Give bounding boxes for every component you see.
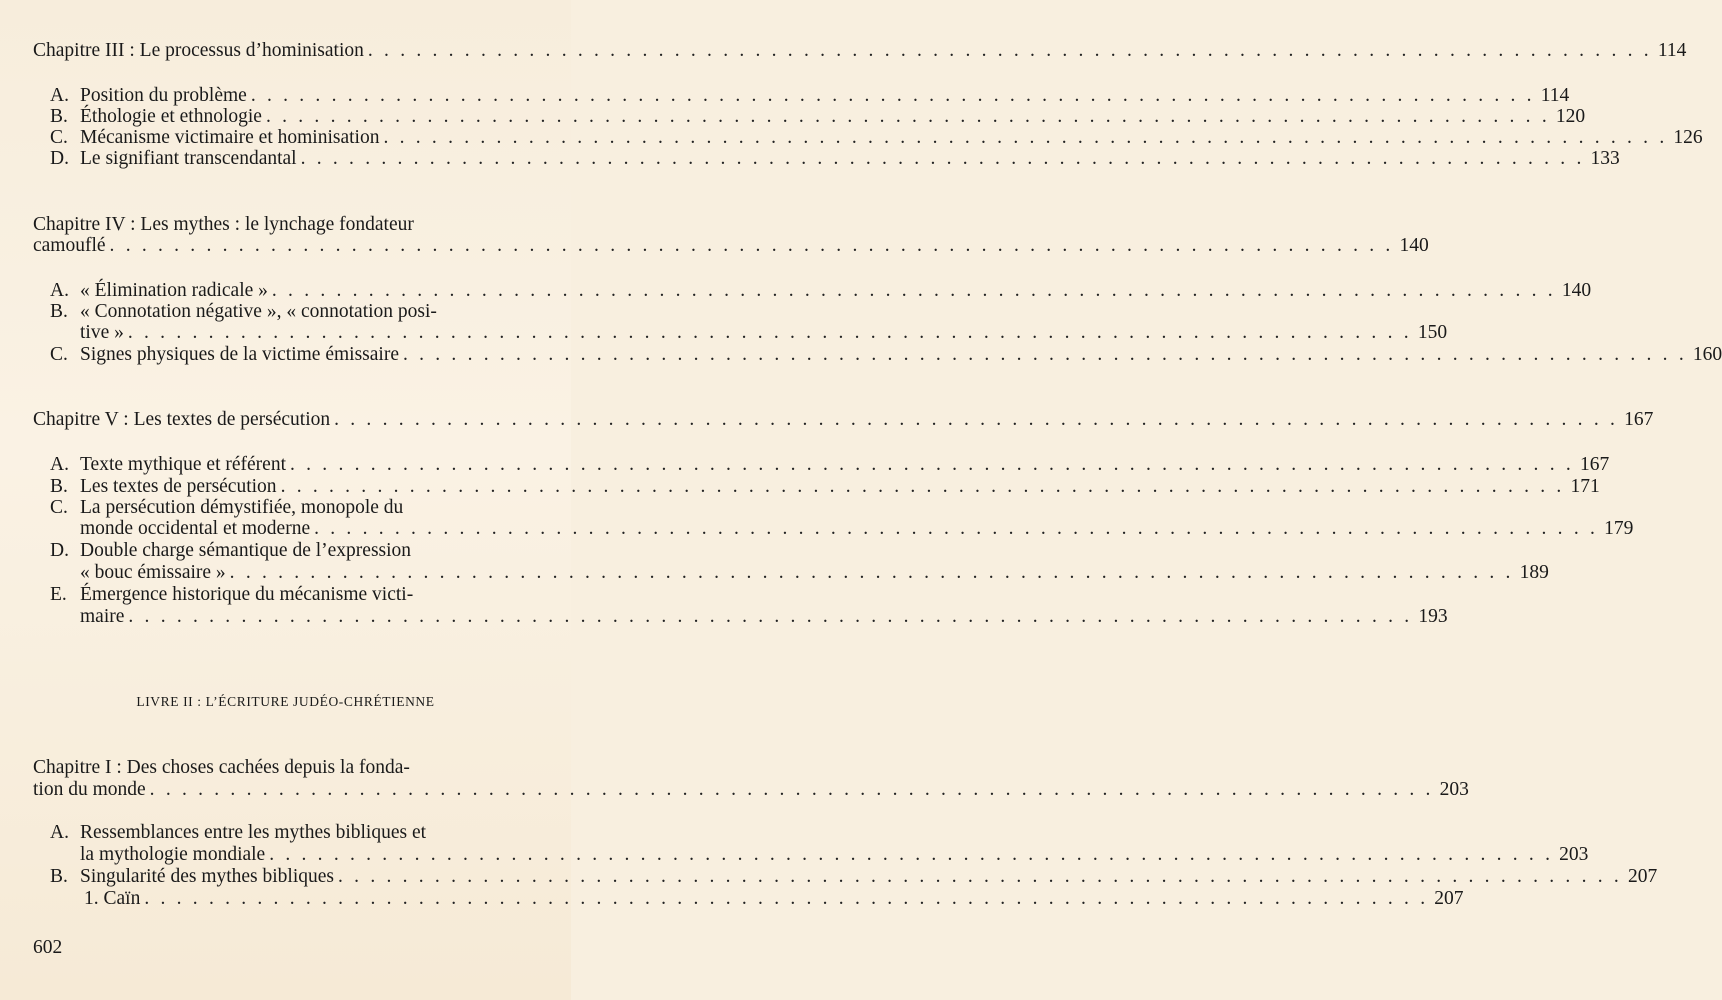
toc-entry-5d-line1 [50, 540, 529, 562]
toc-entry-title: Éthologie et ethnologie [80, 106, 262, 127]
toc-entry-5a [50, 454, 1610, 476]
section-letter: B. [50, 301, 68, 322]
section-letter: B. [50, 106, 68, 127]
toc-entry-page: 114 [1657, 40, 1687, 61]
section-letter: C. [50, 344, 68, 365]
toc-entry-page: 207 [1627, 866, 1658, 887]
dot-leader: . . . . . . . . . . . . . . . . . . . . . . . . . . . . . . . . . . . . . . . . . . . . . . . . . . . . . . . . . . . . . . . . . . . . . . . . . . . . . . . . [300, 148, 1585, 169]
toc-entry-title: Chapitre III : Le processus d’hominisation [33, 40, 364, 61]
dot-leader: . . . . . . . . . . . . . . . . . . . . . . . . . . . . . . . . . . . . . . . . . . . . . . . . . . . . . . . . . . . . . . . . . . . . . . . . . . . . . . . . [383, 127, 1668, 148]
toc-entry-title: Ressemblances entre les mythes bibliques et [80, 822, 427, 843]
toc-entry-title: Texte mythique et référent [80, 454, 286, 475]
toc-entry-title: Mécanisme victimaire et hominisation [80, 127, 380, 148]
toc-entry-4c [50, 344, 1722, 366]
section-letter: C. [50, 127, 68, 148]
section-letter: E. [50, 584, 67, 605]
dot-leader: . . . . . . . . . . . . . . . . . . . . . . . . . . . . . . . . . . . . . . . . . . . . . . . . . . . . . . . . . . . . . . . . . . . . . . . . . . . . . . . . [367, 40, 1652, 61]
section-letter: D. [50, 540, 69, 561]
toc-entry-3d [50, 148, 1620, 170]
dot-leader: . . . . . . . . . . . . . . . . . . . . . . . . . . . . . . . . . . . . . . . . . . . . . . . . . . . . . . . . . . . . . . . . . . . . . . . . . . . . . . . . [127, 322, 1412, 343]
toc-entry-page: 150 [1417, 322, 1448, 343]
toc-entry-page: 203 [1559, 844, 1589, 865]
toc-entry-livre2-chapter-1 [33, 779, 1469, 801]
dot-leader: . . . . . . . . . . . . . . . . . . . . . . . . . . . . . . . . . . . . . . . . . . . . . . . . . . . . . . . . . . . . . . . . . . . . . . . . . . . . . . . . [280, 476, 1565, 497]
toc-entry-title: tive » [80, 322, 124, 343]
toc-entry-title: Position du problème [80, 85, 247, 106]
dot-leader: . . . . . . . . . . . . . . . . . . . . . . . . . . . . . . . . . . . . . . . . . . . . . . . . . . . . . . . . . . . . . . . . . . . . . . . . . . . . . . . . [402, 344, 1687, 365]
toc-entry-chapter-4-line1: Chapitre IV : Les mythes : le lynchage fondateur [33, 214, 414, 235]
section-letter: B. [50, 866, 68, 887]
toc-entry-title: la mythologie mondiale [80, 844, 266, 865]
toc-entry-title: « Élimination radicale » [80, 280, 268, 301]
section-letter: A. [50, 454, 69, 475]
toc-entry-5c-line1 [50, 497, 529, 519]
toc-entry-5e-line1 [50, 584, 529, 606]
toc-entry-title: « Connotation négative », « connotation posi- [80, 301, 437, 322]
toc-entry-3a [50, 85, 1570, 107]
section-letter: B. [50, 476, 68, 497]
toc-entry-5b [50, 476, 1600, 498]
dot-leader: . . . . . . . . . . . . . . . . . . . . . . . . . . . . . . . . . . . . . . . . . . . . . . . . . . . . . . . . . . . . . . . . . . . . . . . . . . . . . . . . [109, 235, 1394, 256]
toc-entry-page: 189 [1519, 562, 1549, 583]
toc-entry-5c [80, 518, 1634, 540]
section-letter: A. [50, 280, 69, 301]
section-letter: A. [50, 822, 69, 843]
toc-entry-l2-1b [50, 866, 1658, 888]
toc-entry-5d [80, 562, 1549, 584]
toc-entry-page: 203 [1439, 779, 1469, 800]
toc-entry-title: monde occidental et moderne [80, 518, 311, 539]
toc-entry-title: maire [80, 606, 125, 627]
dot-leader: . . . . . . . . . . . . . . . . . . . . . . . . . . . . . . . . . . . . . . . . . . . . . . . . . . . . . . . . . . . . . . . . . . . . . . . . . . . . . . . . [128, 606, 1413, 627]
toc-entry-title: Émergence historique du mécanisme victi- [80, 584, 414, 605]
section-letter: C. [50, 497, 68, 518]
toc-entry-chapter-4 [33, 235, 1429, 257]
toc-entry-page: 133 [1590, 148, 1620, 169]
toc-entry-page: 193 [1418, 606, 1448, 627]
toc-entry-4a [50, 280, 1592, 302]
toc-entry-title: Les textes de persécution [80, 476, 277, 497]
toc-entry-l2-1a-line1 [50, 822, 529, 844]
toc-entry-4b [80, 322, 1448, 344]
toc-entry-page: 171 [1570, 476, 1600, 497]
dot-leader: . . . . . . . . . . . . . . . . . . . . . . . . . . . . . . . . . . . . . . . . . . . . . . . . . . . . . . . . . . . . . . . . . . . . . . . . . . . . . . . . [250, 85, 1535, 106]
toc-entry-page: 140 [1399, 235, 1429, 256]
toc-entry-l2-1a [80, 844, 1589, 866]
toc-entry-page: 167 [1579, 454, 1610, 475]
part-heading: LIVRE II : L’ÉCRITURE JUDÉO-CHRÉTIENNE [136, 694, 435, 709]
toc-entry-page: 120 [1555, 106, 1586, 127]
dot-leader: . . . . . . . . . . . . . . . . . . . . . . . . . . . . . . . . . . . . . . . . . . . . . . . . . . . . . . . . . . . . . . . . . . . . . . . . . . . . . . . . [314, 518, 1599, 539]
toc-entry-title: Le signifiant transcendantal [80, 148, 297, 169]
section-letter: D. [50, 148, 69, 169]
toc-entry-page: 126 [1673, 127, 1703, 148]
toc-entry-page: 114 [1540, 85, 1570, 106]
toc-entry-title: Singularité des mythes bibliques [80, 866, 335, 887]
toc-entry-chapter-5 [33, 409, 1654, 431]
dot-leader: . . . . . . . . . . . . . . . . . . . . . . . . . . . . . . . . . . . . . . . . . . . . . . . . . . . . . . . . . . . . . . . . . . . . . . . . . . . . . . . . [229, 562, 1514, 583]
toc-entry-title: 1. Caïn [84, 888, 141, 909]
toc-entry-livre2-chapter-1-line1: Chapitre I : Des choses cachées depuis la fonda- [33, 757, 410, 778]
toc-entry-title: tion du monde [33, 779, 146, 800]
toc-entry-4b-line1 [50, 301, 529, 323]
toc-entry-3c [50, 127, 1703, 149]
toc-entry-page: 207 [1434, 888, 1464, 909]
toc-entry-title: « bouc émissaire » [80, 562, 226, 583]
dot-leader: . . . . . . . . . . . . . . . . . . . . . . . . . . . . . . . . . . . . . . . . . . . . . . . . . . . . . . . . . . . . . . . . . . . . . . . . . . . . . . . . [144, 888, 1429, 909]
toc-entry-chapter-3 [33, 40, 1687, 62]
dot-leader: . . . . . . . . . . . . . . . . . . . . . . . . . . . . . . . . . . . . . . . . . . . . . . . . . . . . . . . . . . . . . . . . . . . . . . . . . . . . . . . . [269, 844, 1554, 865]
dot-leader: . . . . . . . . . . . . . . . . . . . . . . . . . . . . . . . . . . . . . . . . . . . . . . . . . . . . . . . . . . . . . . . . . . . . . . . . . . . . . . . . [265, 106, 1550, 127]
dot-leader: . . . . . . . . . . . . . . . . . . . . . . . . . . . . . . . . . . . . . . . . . . . . . . . . . . . . . . . . . . . . . . . . . . . . . . . . . . . . . . . . [290, 454, 1574, 475]
dot-leader: . . . . . . . . . . . . . . . . . . . . . . . . . . . . . . . . . . . . . . . . . . . . . . . . . . . . . . . . . . . . . . . . . . . . . . . . . . . . . . . . [271, 280, 1556, 301]
toc-entry-page: 160 [1692, 344, 1722, 365]
section-letter: A. [50, 85, 69, 106]
dot-leader: . . . . . . . . . . . . . . . . . . . . . . . . . . . . . . . . . . . . . . . . . . . . . . . . . . . . . . . . . . . . . . . . . . . . . . . . . . . . . . . . [338, 866, 1622, 887]
toc-entry-3b [50, 106, 1586, 128]
toc-entry-page: 140 [1561, 280, 1592, 301]
toc-entry-l2-1b1 [84, 888, 1464, 910]
toc-entry-title: Signes physiques de la victime émissaire [80, 344, 399, 365]
page-number: 602 [33, 937, 63, 958]
toc-entry-title: Chapitre V : Les textes de persécution [33, 409, 331, 430]
toc-entry-page: 179 [1604, 518, 1634, 539]
toc-entry-title: La persécution démystifiée, monopole du [80, 497, 404, 518]
toc-entry-title: Double charge sémantique de l’expression [80, 540, 412, 561]
dot-leader: . . . . . . . . . . . . . . . . . . . . . . . . . . . . . . . . . . . . . . . . . . . . . . . . . . . . . . . . . . . . . . . . . . . . . . . . . . . . . . . . [334, 409, 1619, 430]
toc-entry-5e [80, 606, 1448, 628]
toc-entry-page: 167 [1624, 409, 1654, 430]
toc-entry-title: camouflé [33, 235, 106, 256]
dot-leader: . . . . . . . . . . . . . . . . . . . . . . . . . . . . . . . . . . . . . . . . . . . . . . . . . . . . . . . . . . . . . . . . . . . . . . . . . . . . . . . . [149, 779, 1434, 800]
